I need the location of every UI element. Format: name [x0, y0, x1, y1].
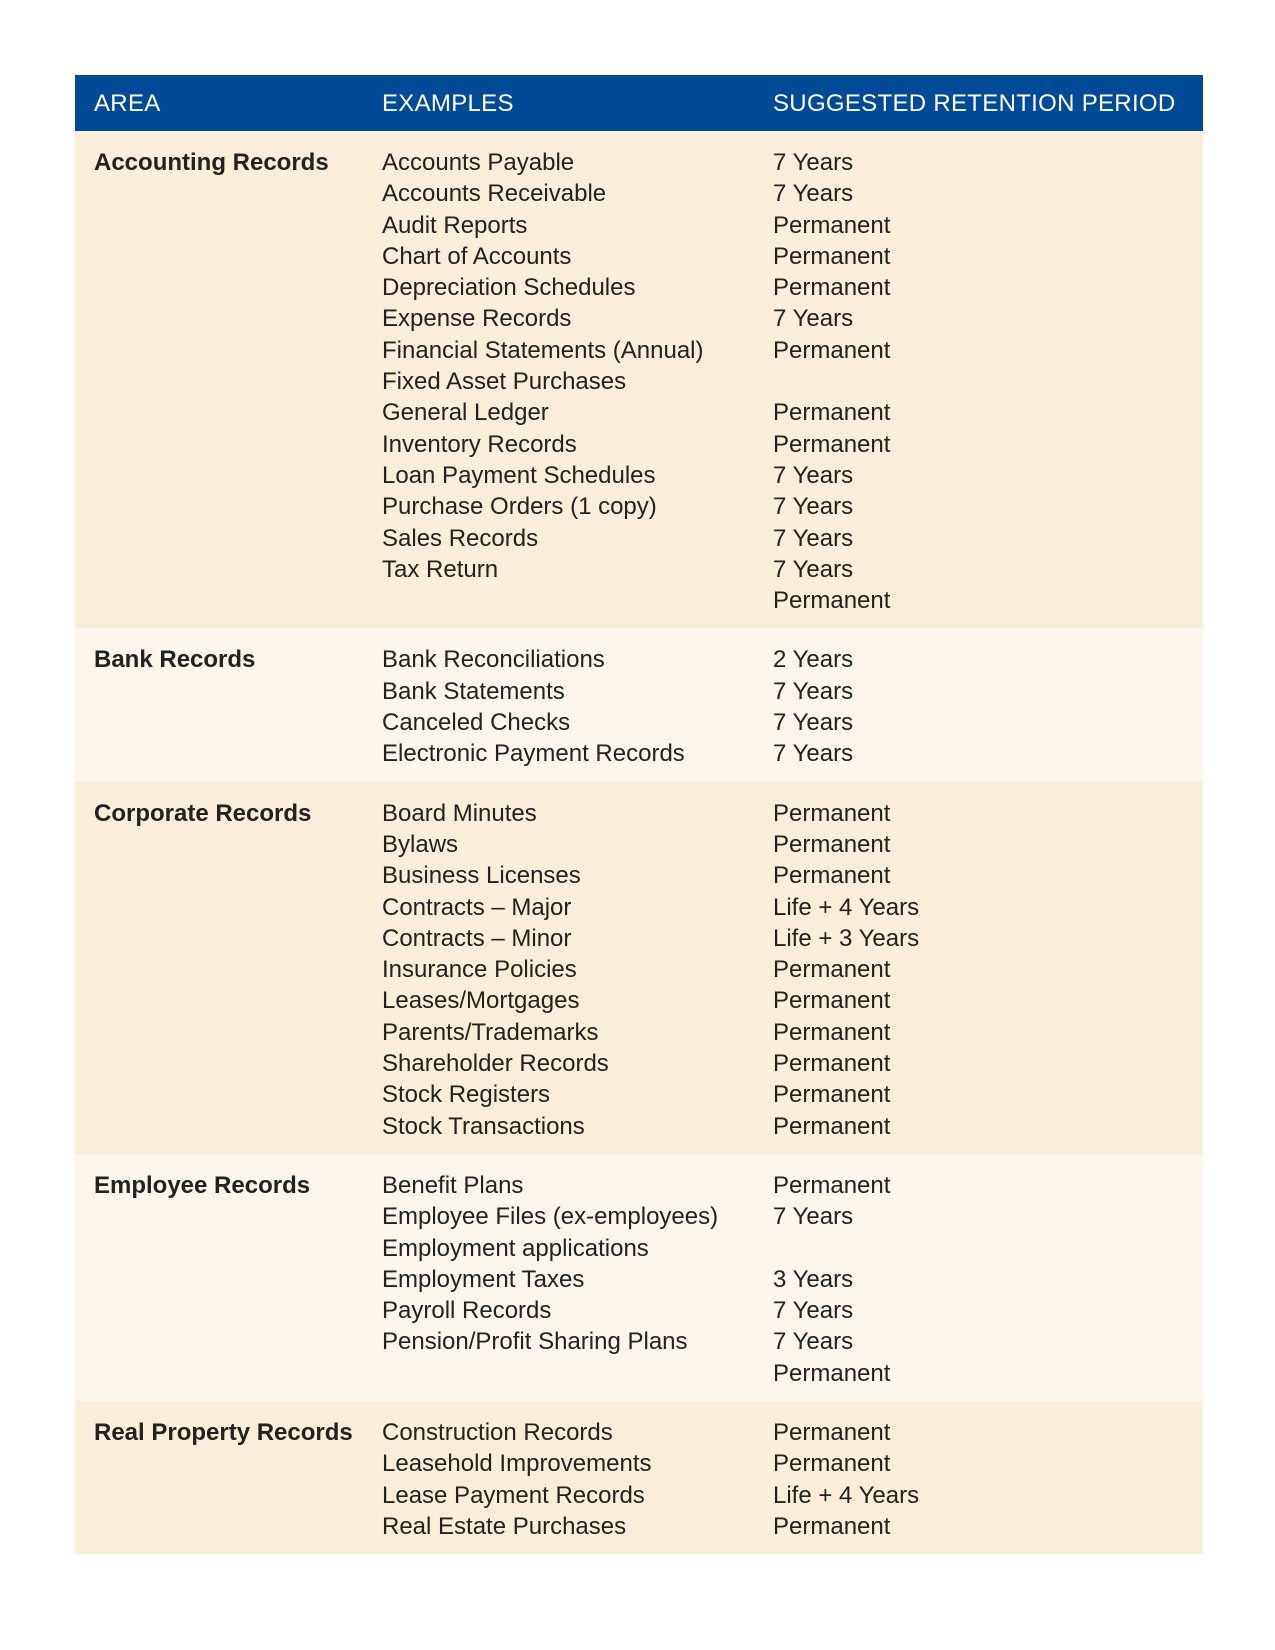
example-item: Pension/Profit Sharing Plans: [382, 1328, 688, 1356]
example-item: Purchase Orders (1 copy): [382, 493, 657, 521]
retention-item: 7 Years: [773, 493, 854, 521]
retention-item: 3 Years: [773, 1265, 854, 1293]
retention-item: Life + 4 Years: [773, 893, 920, 921]
retention-list: [773, 644, 1173, 769]
example-item: Inventory Records: [382, 430, 577, 458]
example-item: Chart of Accounts: [382, 242, 572, 270]
example-item: Expense Records: [382, 305, 572, 333]
retention-item: Permanent: [773, 1450, 891, 1478]
retention-item: Permanent: [773, 587, 891, 615]
retention-item: Permanent: [773, 987, 891, 1015]
retention-item: [773, 1233, 1173, 1264]
retention-list: [773, 147, 1173, 616]
retention-item: Life + 4 Years: [773, 1481, 920, 1509]
retention-item: Permanent: [773, 799, 891, 827]
retention-item: Permanent: [773, 1018, 891, 1046]
retention-item: Permanent: [773, 211, 891, 239]
retention-item: 7 Years: [773, 677, 854, 705]
example-item: Contracts – Major: [382, 893, 572, 921]
spacer: [382, 585, 772, 616]
table-header: [75, 75, 1203, 131]
retention-item: 7 Years: [773, 1297, 854, 1325]
area-label: Accounting Records: [94, 149, 329, 176]
example-item: Electronic Payment Records: [382, 740, 685, 768]
retention-item: 7 Years: [773, 180, 854, 208]
table-body: [75, 131, 1203, 1554]
retention-item: Permanent: [773, 399, 891, 427]
retention-item: Permanent: [773, 1171, 891, 1199]
example-item: Payroll Records: [382, 1297, 552, 1325]
example-item: General Ledger: [382, 399, 549, 427]
spacer: [382, 1358, 772, 1389]
example-item: Accounts Receivable: [382, 180, 607, 208]
examples-list: [382, 147, 772, 616]
retention-list: [773, 1170, 1173, 1389]
example-item: Contracts – Minor: [382, 924, 572, 952]
example-item: Real Estate Purchases: [382, 1512, 627, 1540]
retention-item: Permanent: [773, 1359, 891, 1387]
header-retention: SUGGESTED RETENTION PERIOD: [773, 90, 1176, 117]
example-item: Parents/Trademarks: [382, 1018, 599, 1046]
example-item: Accounts Payable: [382, 149, 575, 176]
example-item: Financial Statements (Annual): [382, 336, 704, 364]
example-item: Stock Transactions: [382, 1112, 585, 1140]
retention-item: 7 Years: [773, 1203, 854, 1231]
table-section: [75, 782, 1203, 1154]
example-item: Leasehold Improvements: [382, 1450, 652, 1478]
examples-list: [382, 798, 772, 1142]
example-item: Bank Reconciliations: [382, 646, 605, 674]
example-item: Depreciation Schedules: [382, 274, 636, 302]
retention-table: [75, 75, 1203, 1554]
retention-item: Permanent: [773, 1050, 891, 1078]
examples-list: [382, 1417, 772, 1542]
table-section: [75, 628, 1203, 781]
retention-item: [773, 366, 1173, 397]
retention-item: Permanent: [773, 430, 891, 458]
retention-item: Permanent: [773, 336, 891, 364]
area-label: Employee Records: [94, 1171, 311, 1199]
examples-list: [382, 1170, 772, 1389]
example-item: Employee Files (ex-employees): [382, 1203, 719, 1231]
example-item: Audit Reports: [382, 211, 528, 239]
retention-item: Permanent: [773, 1512, 891, 1540]
example-item: Construction Records: [382, 1418, 613, 1446]
example-item: Insurance Policies: [382, 956, 577, 984]
retention-item: Permanent: [773, 1418, 891, 1446]
retention-item: 7 Years: [773, 1328, 854, 1356]
retention-item: 7 Years: [773, 524, 854, 552]
retention-list: [773, 1417, 1173, 1542]
retention-item: Permanent: [773, 956, 891, 984]
example-item: Lease Payment Records: [382, 1481, 645, 1509]
retention-list: [773, 798, 1173, 1142]
header-area: AREA: [94, 90, 161, 117]
example-item: Tax Return: [382, 555, 499, 583]
retention-item: 7 Years: [773, 740, 854, 768]
retention-item: Permanent: [773, 862, 891, 890]
example-item: Employment Taxes: [382, 1265, 585, 1293]
example-item: Fixed Asset Purchases: [382, 368, 627, 396]
retention-item: 7 Years: [773, 149, 854, 176]
retention-item: Permanent: [773, 1081, 891, 1109]
retention-item: Life + 3 Years: [773, 924, 920, 952]
area-label: Corporate Records: [94, 799, 312, 827]
example-item: Stock Registers: [382, 1081, 551, 1109]
retention-item: Permanent: [773, 830, 891, 858]
example-item: Sales Records: [382, 524, 539, 552]
table-section: [75, 131, 1203, 628]
retention-item: 7 Years: [773, 555, 854, 583]
examples-list: [382, 644, 772, 769]
example-item: Business Licenses: [382, 862, 581, 890]
example-item: Board Minutes: [382, 799, 537, 827]
retention-item: Permanent: [773, 274, 891, 302]
example-item: Benefit Plans: [382, 1171, 524, 1199]
example-item: Leases/Mortgages: [382, 987, 580, 1015]
retention-item: 7 Years: [773, 709, 854, 737]
retention-item: Permanent: [773, 242, 891, 270]
example-item: Bylaws: [382, 830, 459, 858]
retention-item: 2 Years: [773, 646, 854, 674]
retention-item: 7 Years: [773, 461, 854, 489]
area-label: Bank Records: [94, 646, 256, 674]
table-section: [75, 1401, 1203, 1554]
example-item: Loan Payment Schedules: [382, 461, 656, 489]
header-examples: EXAMPLES: [382, 90, 514, 117]
example-item: Employment applications: [382, 1234, 649, 1262]
example-item: Shareholder Records: [382, 1050, 609, 1078]
area-label: Real Property Records: [94, 1418, 353, 1446]
example-item: Bank Statements: [382, 677, 565, 705]
example-item: Canceled Checks: [382, 709, 571, 737]
retention-item: 7 Years: [773, 305, 854, 333]
table-section: [75, 1154, 1203, 1401]
retention-item: Permanent: [773, 1112, 891, 1140]
